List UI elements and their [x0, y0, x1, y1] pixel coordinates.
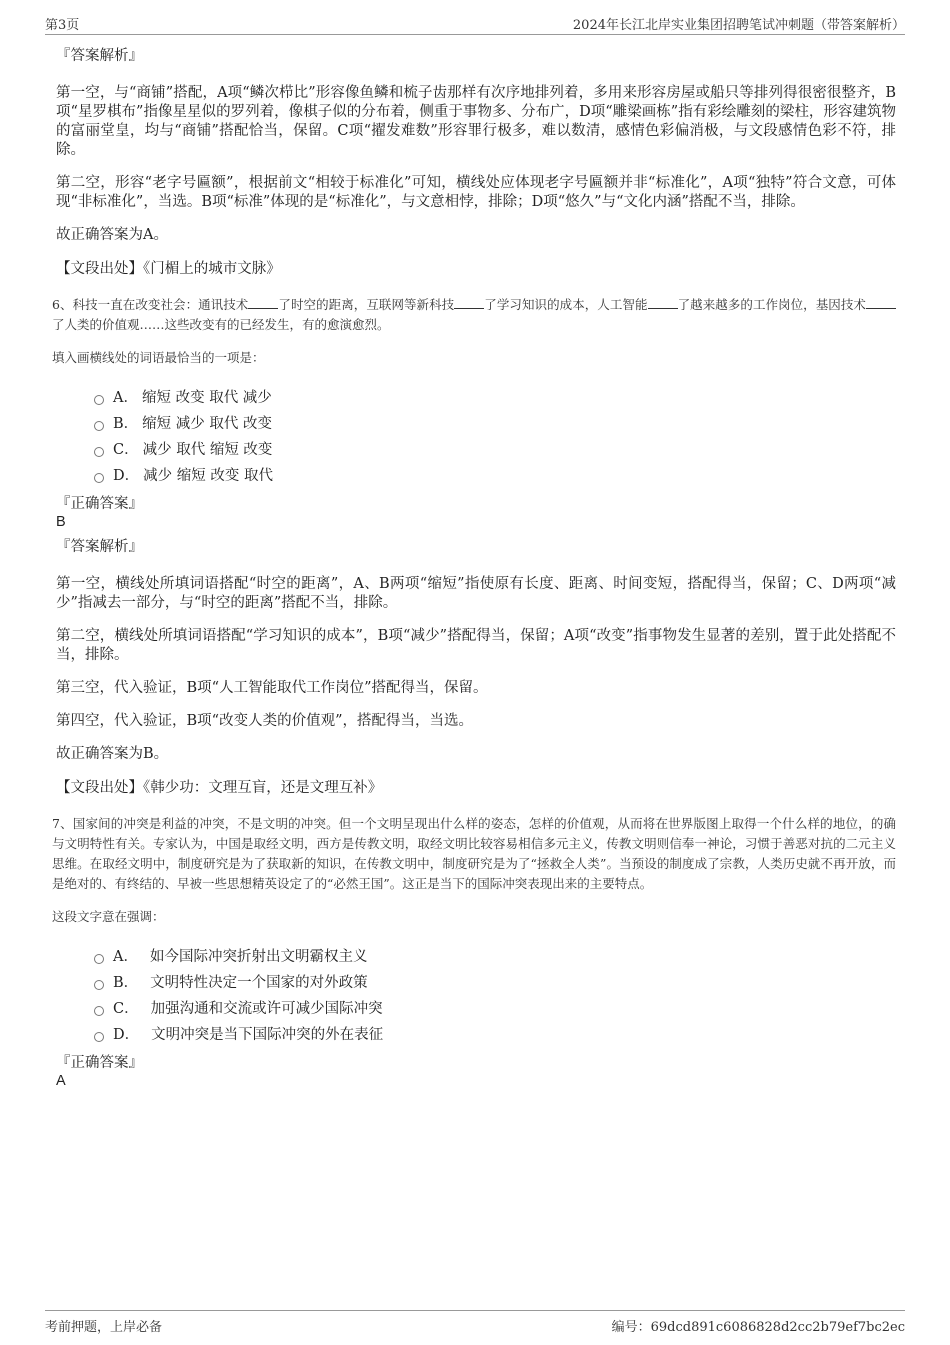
q6-conclusion: 故正确答案为B。	[56, 746, 169, 762]
q7-option-b[interactable]: B． 文明特性决定一个国家的对外政策	[94, 970, 896, 996]
q5-conclusion: 故正确答案为A。	[56, 227, 168, 243]
q7-option-a[interactable]: A． 如今国际冲突折射出文明霸权主义	[94, 944, 896, 970]
q6-correct-label: 『正确答案』	[56, 496, 143, 512]
page-footer	[45, 1310, 905, 1333]
q5-analysis-para-1: 第一空，与“商铺”搭配，A项“鳞次栉比”形容像鱼鳞和梳子齿那样有次序地排列着，多用来形容房屋或船只等排列得很密很整齐，B项“星罗棋布”指像星星似的罗列着，像棋子似的分布着，侧重于事物多、分布广，D项“雕梁画栋”指有彩绘雕刻的梁柱，形容建筑物的富丽堂皇，均与“商铺”搭配恰当，保留。C项“擢发难数”形容罪行极多，难以数清，感情色彩偏消极，与文段感情色彩不符，排除。	[56, 85, 896, 158]
q6-question: 6、科技一直在改变社会：通讯技术 了时空的距离，互联网等新科技 了学习知识的成本，人工智能 了越来越多的工作岗位，基因技术了人类的价值观……这些改变有的已经发生，有的愈演愈烈。	[52, 295, 896, 335]
q7-prompt: 这段文字意在强调：	[52, 909, 165, 924]
radio-icon[interactable]	[94, 421, 104, 431]
q6-blank-1	[248, 297, 278, 309]
q7-correct-answer: A	[56, 1073, 66, 1089]
q6-analysis-para-3: 第三空，代入验证，B项“人工智能取代工作岗位”搭配得当，保留。	[56, 680, 488, 696]
radio-icon[interactable]	[94, 1032, 104, 1042]
q7-option-d[interactable]: D． 文明冲突是当下国际冲突的外在表征	[94, 1022, 896, 1048]
q6-blank-4	[866, 297, 896, 309]
q7-correct-label: 『正确答案』	[56, 1055, 143, 1071]
q6-correct-answer: B	[56, 514, 66, 530]
q6-options	[94, 385, 896, 489]
q6-analysis-para-2: 第二空，横线处所填词语搭配“学习知识的成本”，B项“减少”搭配得当，保留；A项“改变”指事物发生显著的差别，置于此处搭配不当，排除。	[56, 628, 896, 663]
q7-options	[94, 944, 896, 1048]
document-title: 2024年长江北岸实业集团招聘笔试冲刺题（带答案解析）	[572, 18, 905, 33]
page-content	[52, 38, 896, 1096]
q6-blank-2	[454, 297, 484, 309]
q6-analysis-label: 『答案解析』	[56, 539, 143, 555]
document-id: 编号：69dcd891c6086828d2cc2b79ef7bc2ec	[611, 1320, 905, 1335]
q7-option-c[interactable]: C． 加强沟通和交流或许可减少国际冲突	[94, 996, 896, 1022]
q6-source: 【文段出处】《韩少功：文理互盲，还是文理互补》	[56, 780, 383, 796]
q5-analysis-label: 『答案解析』	[56, 48, 143, 64]
q5-source: 【文段出处】《门楣上的城市文脉》	[56, 261, 281, 277]
q5-analysis-para-2: 第二空，形容“老字号匾额”，根据前文“相较于标准化”可知，横线处应体现老字号匾额并非“标准化”，A项“独特”符合文意，可体现“非标准化”，当选。B项“标准”体现的是“标准化”，与文意相悖，排除；D项“悠久”与“文化内涵”搭配不当，排除。	[56, 175, 896, 210]
radio-icon[interactable]	[94, 447, 104, 457]
radio-icon[interactable]	[94, 954, 104, 964]
q6-option-b[interactable]: B． 缩短 减少 取代 改变	[94, 411, 896, 437]
q6-option-c[interactable]: C． 减少 取代 缩短 改变	[94, 437, 896, 463]
radio-icon[interactable]	[94, 1006, 104, 1016]
page-number: 第3页	[45, 18, 80, 33]
page-header	[45, 14, 905, 35]
q6-analysis-para-1: 第一空，横线处所填词语搭配“时空的距离”，A、B两项“缩短”指使原有长度、距离、时间变短，搭配得当，保留；C、D两项“减少”指减去一部分，与“时空的距离”搭配不当，排除。	[56, 576, 896, 611]
q6-analysis-para-4: 第四空，代入验证，B项“改变人类的价值观”，搭配得当，当选。	[56, 713, 473, 729]
q6-blank-3	[648, 297, 678, 309]
radio-icon[interactable]	[94, 395, 104, 405]
radio-icon[interactable]	[94, 473, 104, 483]
radio-icon[interactable]	[94, 980, 104, 990]
q6-prompt: 填入画横线处的词语最恰当的一项是：	[52, 350, 265, 365]
q6-option-a[interactable]: A． 缩短 改变 取代 减少	[94, 385, 896, 411]
footer-slogan: 考前押题，上岸必备	[45, 1320, 163, 1335]
q7-question: 7、国家间的冲突是利益的冲突，不是文明的冲突。但一个文明呈现出什么样的姿态，怎样的价值观，从而将在世界版图上取得一个什么样的地位，的确与文明特性有关。专家认为，中国是取经文明，西方是传教文明，取经文明比较容易相信多元主义，传教文明则信奉一神论，习惯于善恶对抗的二元主义思维。在取经文明中，制度研究是为了获取新的知识，在传教文明中，制度研究是为了“拯救全人类”。当预设的制度成了宗教，人类历史就不再开放，而是绝对的、有终结的、早被一些思想精英设定了的“必然王国”。这正是当下的国际冲突表现出来的主要特点。	[52, 816, 896, 891]
q6-option-d[interactable]: D． 减少 缩短 改变 取代	[94, 463, 896, 489]
